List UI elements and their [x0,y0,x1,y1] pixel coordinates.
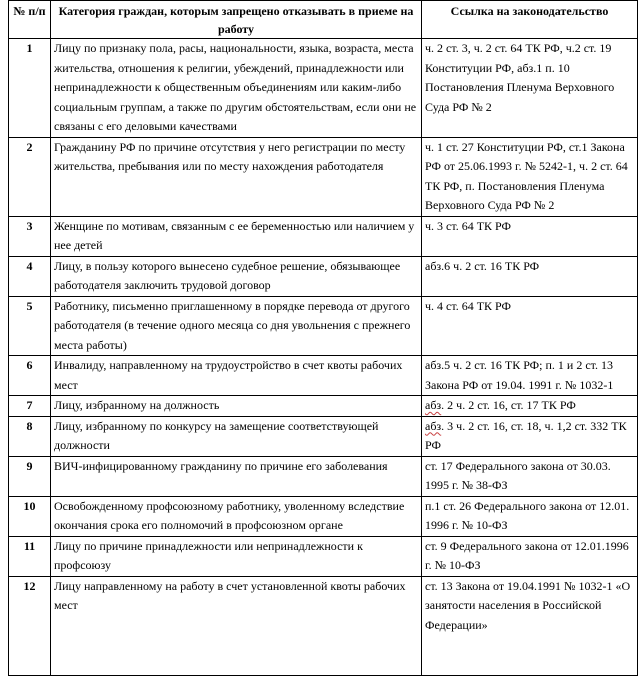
row-num: 4 [9,256,51,296]
table-row [9,216,638,256]
row-num: 2 [9,137,51,216]
table-row [9,356,638,396]
law-abbrev: абз [425,398,442,412]
row-category: Работнику, письменно приглашенному в порядке перевода от другого работодателя (в течение одного месяца со дня увольнения с прежнего места работы) [51,296,422,356]
row-law: ст. 17 Федерального закона от 30.03. 1995 г. № 38-ФЗ [422,456,638,496]
legal-table [8,0,638,676]
row-law: ч. 3 ст. 64 ТК РФ [422,216,638,256]
table-row [9,39,638,138]
row-law: ч. 1 ст. 27 Конституции РФ, ст.1 Закона РФ от 25.06.1993 г. № 5242-1, ч. 2 ст. 64 ТК РФ, п. Постановления Пленума Верховного Суда РФ № 2 [422,137,638,216]
row-num: 6 [9,356,51,396]
row-num: 10 [9,496,51,536]
row-num: 5 [9,296,51,356]
row-category: Лицу, в пользу которого вынесено судебное решение, обязывающее работодателя заключить трудовой договор [51,256,422,296]
row-num: 8 [9,416,51,456]
row-num: 9 [9,456,51,496]
row-num: 12 [9,576,51,675]
table-header-row [9,1,638,39]
table-row [9,256,638,296]
row-law: п.1 ст. 26 Федерального закона от 12.01. 1996 г. № 10-ФЗ [422,496,638,536]
row-num: 11 [9,536,51,576]
row-category: Инвалиду, направленному на трудоустройство в счет квоты рабочих мест [51,356,422,396]
row-law: ч. 4 ст. 64 ТК РФ [422,296,638,356]
law-text: . 2 ч. 2 ст. 16, ст. 17 ТК РФ [441,398,576,412]
row-law [422,396,638,417]
header-law: Ссылка на законодательство [422,1,638,39]
table-row [9,396,638,417]
row-law: ч. 2 ст. 3, ч. 2 ст. 64 ТК РФ, ч.2 ст. 19 Конституции РФ, абз.1 п. 10 Постановления Пленума Верховного Суда РФ № 2 [422,39,638,138]
row-num: 3 [9,216,51,256]
row-category: ВИЧ-инфицированному гражданину по причине его заболевания [51,456,422,496]
table-row [9,536,638,576]
row-category: Лицу по причине принадлежности или непринадлежности к профсоюзу [51,536,422,576]
row-law [422,416,638,456]
law-text: . 3 ч. 2 ст. 16, ст. 18, ч. 1,2 ст. 332 ТК РФ [425,418,627,452]
header-num: № п/п [9,1,51,39]
row-num: 1 [9,39,51,138]
law-abbrev: абз [425,418,442,433]
row-category: Освобожденному профсоюзному работнику, уволенному вследствие окончания срока его полномочий в профсоюзном органе [51,496,422,536]
row-category: Лицу, избранному на должность [51,396,422,417]
row-category: Женщине по мотивам, связанным с ее беременностью или наличием у нее детей [51,216,422,256]
row-law: абз.5 ч. 2 ст. 16 ТК РФ; п. 1 и 2 ст. 13 Закона РФ от 19.04. 1991 г. № 1032-1 [422,356,638,396]
table-row [9,576,638,675]
row-category: Лицу направленному на работу в счет установленной квоты рабочих мест [51,576,422,675]
row-num: 7 [9,396,51,417]
table-row [9,456,638,496]
row-law: ст. 13 Закона от 19.04.1991 № 1032-1 «О занятости населения в Российской Федерации» [422,576,638,675]
row-law: ст. 9 Федерального закона от 12.01.1996 г. № 10-ФЗ [422,536,638,576]
table-row [9,296,638,356]
row-category: Гражданину РФ по причине отсутствия у него регистрации по месту жительства, пребывания или по месту нахождения работодателя [51,137,422,216]
table-row [9,137,638,216]
header-category: Категория граждан, которым запрещено отказывать в приеме на работу [51,1,422,39]
row-category: Лицу, избранному по конкурсу на замещение соответствующей должности [51,416,422,456]
row-law: абз.6 ч. 2 ст. 16 ТК РФ [422,256,638,296]
table-row [9,496,638,536]
table-row [9,416,638,456]
row-category: Лицу по признаку пола, расы, национальности, языка, возраста, места жительства, отношения к религии, убеждений, принадлежности или непринадлежности к общественным объединениям или каким-либо социальным группам, а также по другим обстоятельствам, если они не связаны с его деловыми качествами [51,39,422,138]
